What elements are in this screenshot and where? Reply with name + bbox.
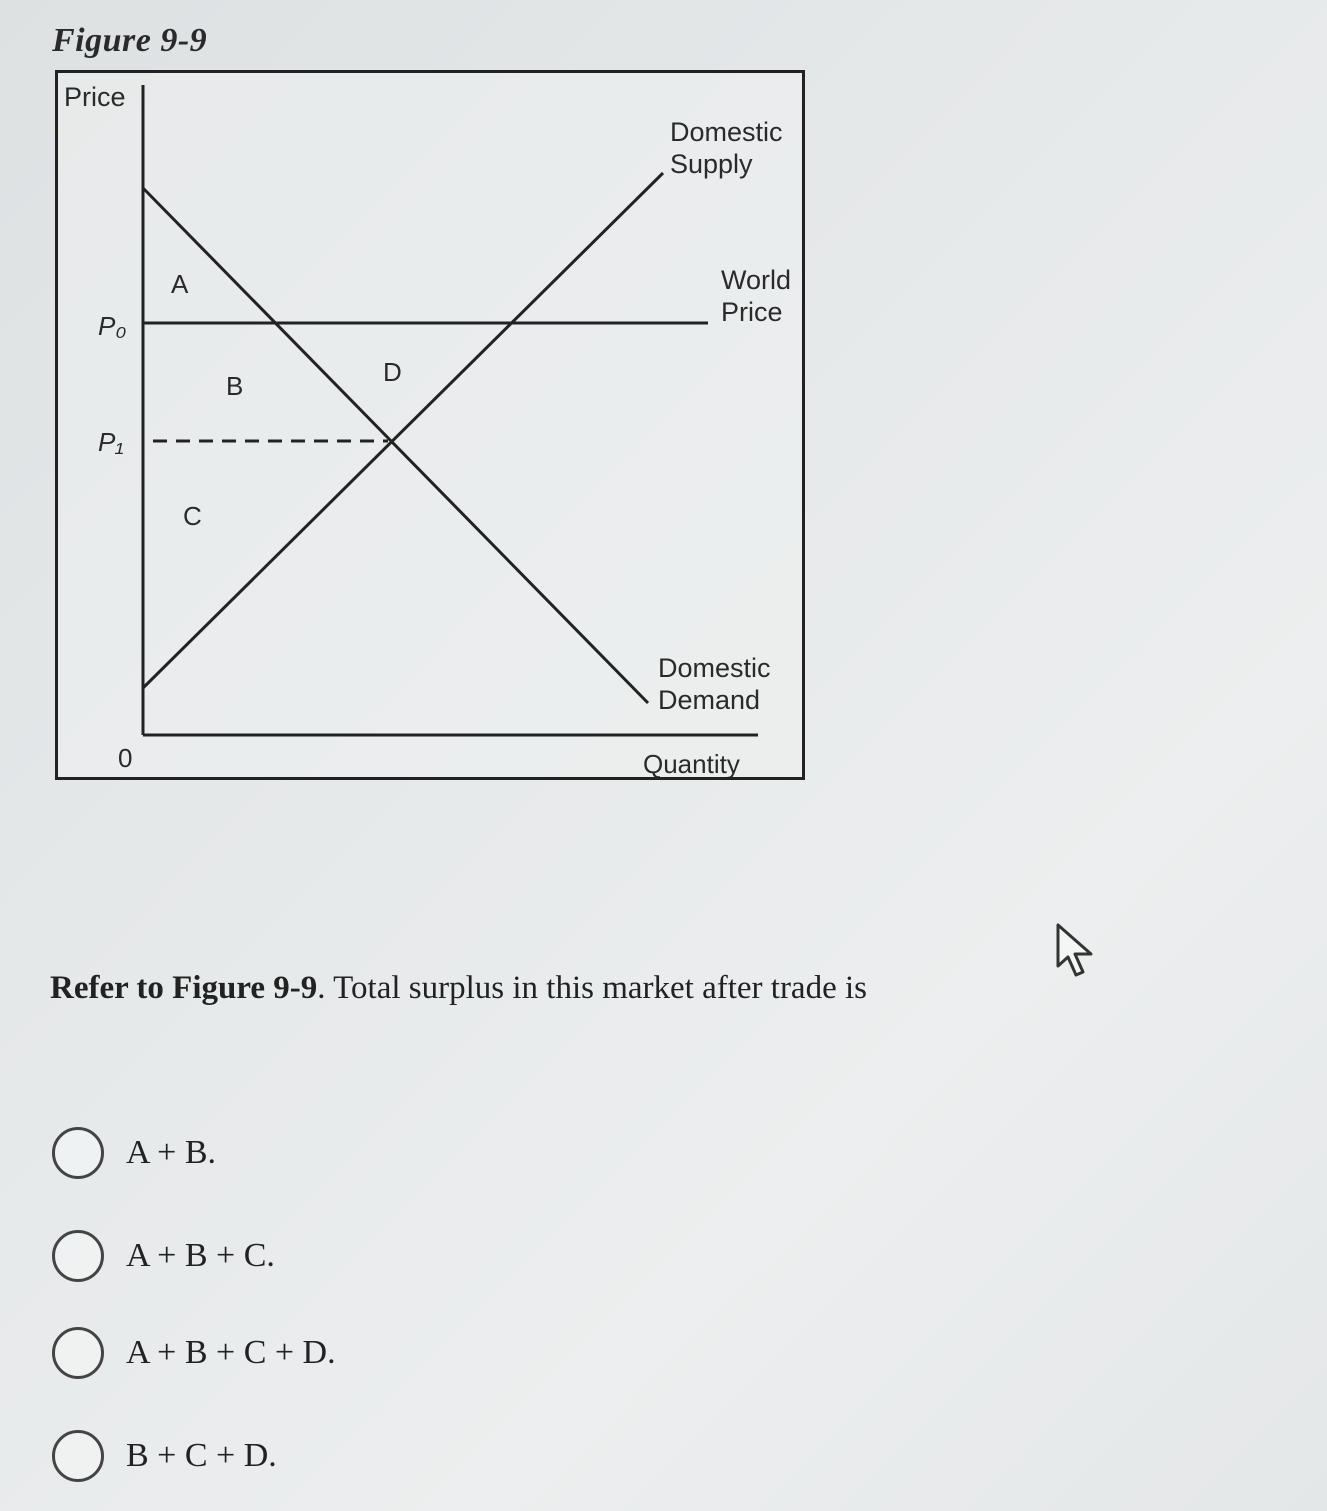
figure-graph bbox=[58, 73, 802, 777]
figure-title: Figure 9-9 bbox=[52, 22, 208, 59]
answer-option-2[interactable] bbox=[52, 1223, 275, 1289]
origin-label: 0 bbox=[118, 743, 133, 773]
question-body: . Total surplus in this market after trade is bbox=[317, 970, 867, 1006]
domestic-demand-label-line1: Domestic bbox=[658, 653, 771, 683]
domestic-supply-label-line2: Supply bbox=[670, 149, 753, 179]
p0-label: P₀ bbox=[98, 311, 127, 341]
domestic-supply-label-line1: Domestic bbox=[670, 117, 783, 147]
answer-option-label: A + B + C + D. bbox=[126, 1334, 336, 1371]
radio-button-icon[interactable] bbox=[52, 1127, 104, 1179]
radio-button-icon[interactable] bbox=[52, 1430, 104, 1482]
domestic-demand-label-line2: Demand bbox=[658, 685, 761, 715]
region-d-label: D bbox=[383, 357, 402, 387]
world-price-label-line1: World bbox=[721, 265, 792, 295]
answer-option-label: A + B + C. bbox=[126, 1237, 275, 1274]
domestic-demand-curve bbox=[143, 188, 648, 703]
answer-option-label: A + B. bbox=[126, 1134, 217, 1171]
radio-button-icon[interactable] bbox=[52, 1327, 104, 1379]
p1-label: P₁ bbox=[98, 427, 124, 457]
answer-option-4[interactable] bbox=[52, 1423, 277, 1489]
price-axis-label: Price bbox=[64, 82, 126, 112]
answer-option-label: B + C + D. bbox=[126, 1437, 277, 1474]
world-price-label-line2: Price bbox=[721, 297, 783, 327]
question-figure-reference: Refer to Figure 9-9 bbox=[50, 970, 318, 1006]
domestic-supply-curve bbox=[143, 173, 663, 688]
radio-button-icon[interactable] bbox=[52, 1230, 104, 1282]
answer-option-3[interactable] bbox=[52, 1320, 336, 1386]
quantity-axis-label: Quantity bbox=[643, 749, 740, 777]
supply-demand-figure bbox=[55, 70, 805, 780]
question-text bbox=[50, 970, 867, 1007]
region-b-label: B bbox=[226, 371, 244, 401]
answer-option-1[interactable] bbox=[52, 1120, 216, 1186]
mouse-pointer-icon bbox=[1055, 922, 1099, 982]
region-c-label: C bbox=[183, 501, 202, 531]
region-a-label: A bbox=[171, 269, 189, 299]
